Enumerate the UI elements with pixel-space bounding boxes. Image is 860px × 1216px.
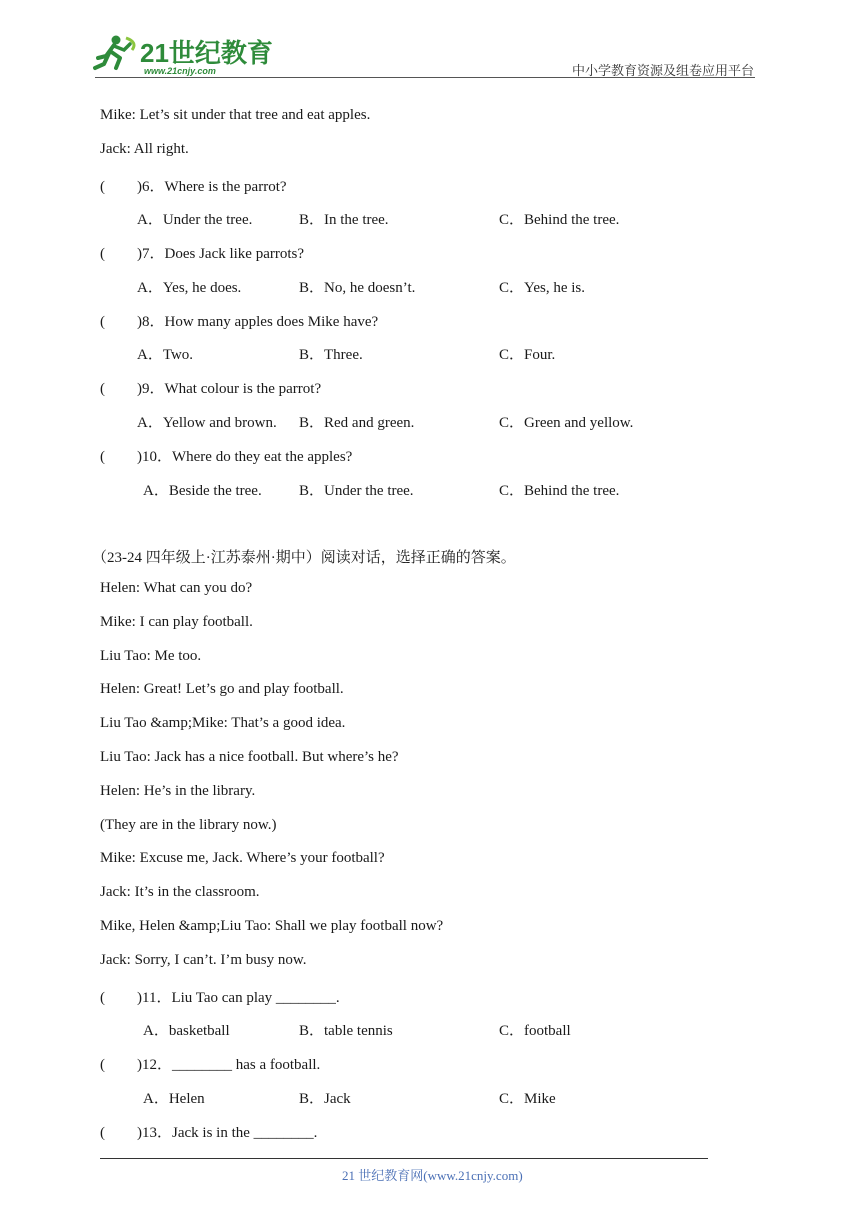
option-c: C．Four. (499, 347, 556, 363)
option-a: A．Under the tree. (137, 212, 253, 228)
option-c: C．Behind the tree. (499, 483, 620, 499)
answer-paren: ( (100, 990, 105, 1006)
question-text: )9．What colour is the parrot? (137, 381, 322, 397)
option-a: A．Yellow and brown. (137, 415, 277, 431)
option-a: A．Beside the tree. (143, 483, 262, 499)
answer-paren: ( (100, 1057, 105, 1073)
footer-divider (100, 1158, 708, 1159)
svg-text:21世纪教育: 21世纪教育 (140, 38, 272, 68)
question-8 (100, 310, 378, 331)
answer-paren: ( (100, 381, 105, 397)
dialogue-line: Helen: What can you do? (100, 580, 253, 596)
question-12 (100, 1053, 320, 1074)
dialogue-line: Jack: All right. (100, 141, 189, 157)
option-b: B．table tennis (299, 1023, 393, 1039)
option-c: C．Behind the tree. (499, 212, 620, 228)
question-9 (100, 377, 321, 398)
question-text: )13．Jack is in the ________. (137, 1125, 318, 1141)
question-text: )7．Does Jack like parrots? (137, 246, 305, 262)
dialogue-line: Liu Tao: Jack has a nice football. But where’s he? (100, 749, 399, 765)
dialogue-line: Jack: Sorry, I can’t. I’m busy now. (100, 952, 307, 968)
option-b: B．Jack (299, 1091, 351, 1107)
option-b: B．Under the tree. (299, 483, 414, 499)
question-11 (100, 986, 340, 1007)
question-text: )11．Liu Tao can play ________. (137, 990, 340, 1006)
question-10 (100, 445, 352, 466)
question-text: )10．Where do they eat the apples? (137, 449, 353, 465)
question-6 (100, 175, 287, 196)
option-b: B．No, he doesn’t. (299, 280, 416, 296)
dialogue-line: Liu Tao &amp;Mike: That’s a good idea. (100, 715, 346, 731)
dialogue-line: Mike, Helen &amp;Liu Tao: Shall we play football now? (100, 918, 444, 934)
option-b: B．In the tree. (299, 212, 389, 228)
option-c: C．Yes, he is. (499, 280, 585, 296)
dialogue-line: Liu Tao: Me too. (100, 648, 202, 664)
option-a: A．Helen (143, 1091, 205, 1107)
dialogue-line: Mike: I can play football. (100, 614, 253, 630)
option-a: A．Two. (137, 347, 194, 363)
option-a: A．Yes, he does. (137, 280, 242, 296)
question-7 (100, 242, 304, 263)
dialogue-line: Helen: Great! Let’s go and play football. (100, 681, 344, 697)
footer-text[interactable]: 21 世纪教育网(www.21cnjy.com) (342, 1168, 523, 1183)
dialogue-line: Jack: It’s in the classroom. (100, 884, 260, 900)
question-13 (100, 1121, 317, 1142)
dialogue-line: (They are in the library now.) (100, 817, 277, 833)
section-heading: （23-24 四年级上·江苏泰州·期中）阅读对话，选择正确的答案。 (92, 550, 516, 566)
site-name: 中小学教育资源及组卷应用平台 (571, 63, 754, 78)
answer-paren: ( (100, 314, 105, 330)
dialogue-line: Mike: Excuse me, Jack. Where’s your football? (100, 850, 385, 866)
svg-text:www.21cnjy.com: www.21cnjy.com (144, 66, 216, 76)
option-c: C．Green and yellow. (499, 415, 634, 431)
dialogue-line: Mike: Let’s sit under that tree and eat apples. (100, 107, 371, 123)
option-c: C．Mike (499, 1091, 556, 1107)
dialogue-line: Helen: He’s in the library. (100, 783, 256, 799)
option-c: C．football (499, 1023, 571, 1039)
answer-paren: ( (100, 179, 105, 195)
option-b: B．Red and green. (299, 415, 415, 431)
question-text: )6．Where is the parrot? (137, 179, 287, 195)
header-divider (95, 77, 755, 78)
question-text: )8．How many apples does Mike have? (137, 314, 379, 330)
question-text: )12．________ has a football. (137, 1057, 321, 1073)
answer-paren: ( (100, 1125, 105, 1141)
answer-paren: ( (100, 246, 105, 262)
option-a: A．basketball (143, 1023, 230, 1039)
answer-paren: ( (100, 449, 105, 465)
option-b: B．Three. (299, 347, 363, 363)
site-logo (92, 32, 272, 78)
runner-icon (95, 36, 134, 69)
